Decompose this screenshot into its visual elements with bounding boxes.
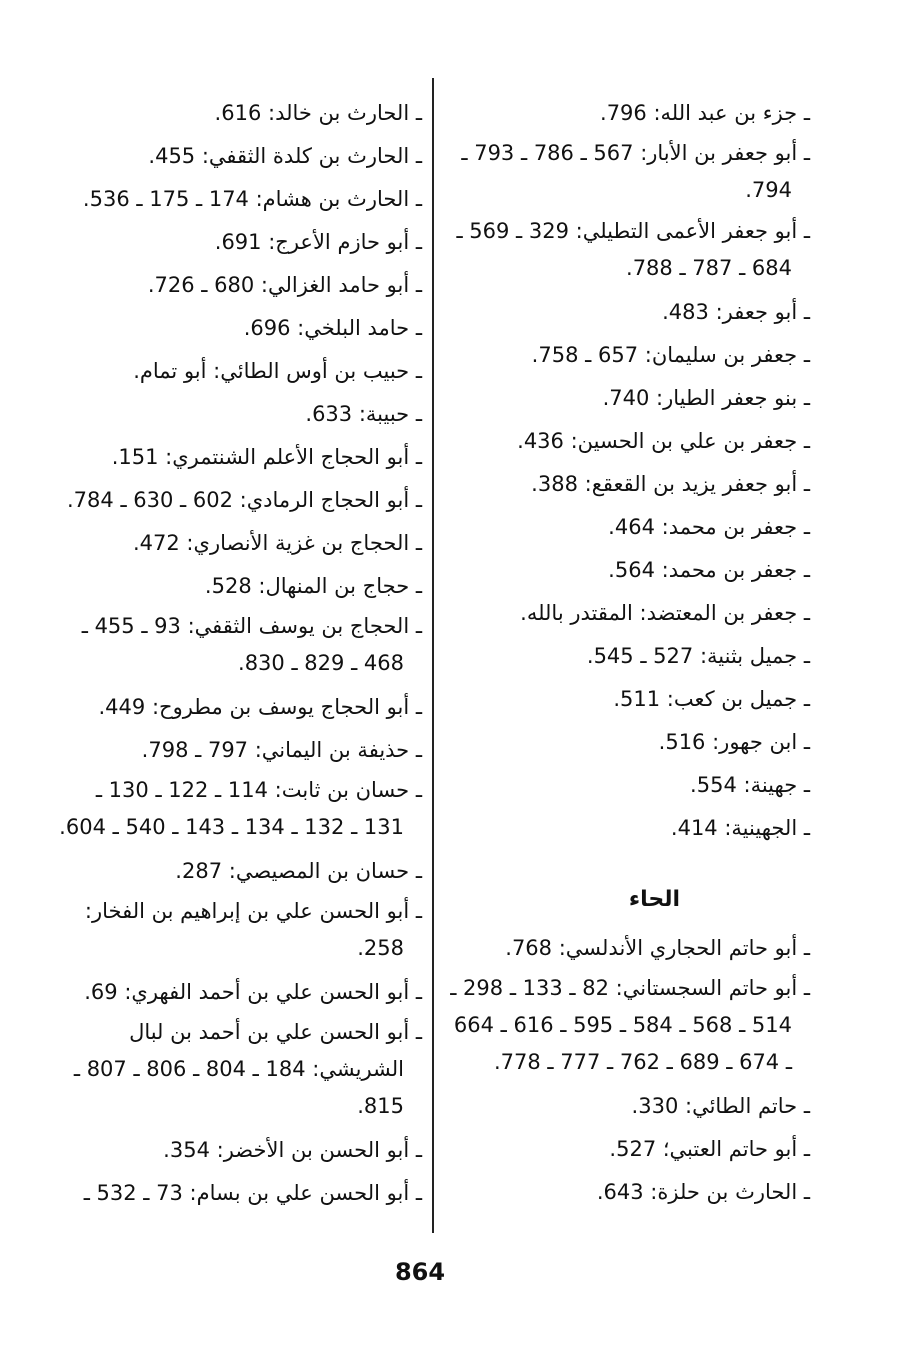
index-entry: ـ أبو جعفر يزيد بن القعقع: 388. (531, 472, 810, 496)
index-entry: ـ جعفر بن المعتضد: المقتدر بالله. (520, 601, 810, 625)
index-entry: ـ الحجاج بن غزية الأنصاري: 472. (132, 531, 422, 555)
index-entry: ـ الحارث بن كلدة الثقفي: 455. (148, 144, 422, 168)
index-entry: ـ أبو حاتم الحجاري الأندلسي: 768. (505, 936, 810, 960)
index-column-right (450, 92, 810, 1214)
index-entry: ـ الجهينية: 414. (670, 816, 810, 840)
index-entry: ـ جعفر بن علي بن الحسين: 436. (517, 429, 810, 453)
index-entry: ـ حاتم الطائي: 330. (631, 1094, 810, 1118)
page-number: 864 (394, 1258, 446, 1286)
index-entry: ـ ابن جهور: 516. (658, 730, 810, 754)
index-entry: ـ أبو جعفر: 483. (662, 300, 810, 324)
index-column-left (50, 92, 422, 1215)
index-entry: ـ أبو حاتم السجستاني: 82 ـ 133 ـ 298 ـ 514 ـ 568 ـ 584 ـ 595 ـ 616 ـ 664 ـ 674 ـ 689 ـ 762 ـ 777 ـ 778. (450, 976, 810, 1074)
index-entry: ـ جعفر بن سليمان: 657 ـ 758. (531, 343, 810, 367)
index-entry: ـ حسان بن ثابت: 114 ـ 122 ـ 130 ـ 131 ـ 132 ـ 134 ـ 143 ـ 540 ـ 604. (59, 778, 422, 839)
index-entry: ـ جعفر بن محمد: 564. (608, 558, 810, 582)
index-entry: ـ أبو الحسن علي بن أحمد الفهري: 69. (84, 980, 422, 1004)
index-entry: ـ أبو الحسن علي بن أحمد بن لبال الشريشي: 184 ـ 804 ـ 806 ـ 807 ـ 815. (73, 1020, 422, 1118)
index-entry: ـ أبو الحجاج يوسف بن مطروح: 449. (98, 695, 422, 719)
index-entry: ـ أبو حازم الأعرج: 691. (214, 230, 422, 254)
index-entry: ـ أبو حامد الغزالي: 680 ـ 726. (147, 273, 422, 297)
column-divider (432, 78, 434, 1233)
index-entry: ـ أبو الحسن علي بن إبراهيم بن الفخار: 258. (84, 899, 422, 960)
index-entry: ـ جهينة: 554. (690, 773, 810, 797)
index-entry: ـ أبو جعفر بن الأبار: 567 ـ 786 ـ 793 ـ 794. (461, 141, 810, 202)
index-entry: ـ الحارث بن هشام: 174 ـ 175 ـ 536. (82, 187, 422, 211)
index-entry: ـ أبو حاتم العتبي؛ 527. (609, 1137, 810, 1161)
index-entry: ـ جميل بن كعب: 511. (613, 687, 810, 711)
index-entry: ـ حبيبة: 633. (305, 402, 422, 426)
index-entry: ـ جميل بثنية: 527 ـ 545. (586, 644, 810, 668)
index-entry: ـ حسان بن المصيصي: 287. (175, 859, 422, 883)
index-entry: ـ جعفر بن محمد: 464. (608, 515, 810, 539)
index-entry: ـ أبو الحجاج الرمادي: 602 ـ 630 ـ 784. (66, 488, 422, 512)
index-entry: ـ الحارث بن حلزة: 643. (596, 1180, 810, 1204)
index-entry: ـ أبو جعفر الأعمى التطيلي: 329 ـ 569 ـ 684 ـ 787 ـ 788. (456, 219, 810, 280)
index-entry: ـ بنو جعفر الطيار: 740. (602, 386, 810, 410)
index-entry: ـ حبيب بن أوس الطائي: أبو تمام. (133, 359, 422, 383)
index-entry: ـ حذيفة بن اليماني: 797 ـ 798. (141, 738, 422, 762)
index-entry: ـ أبو الحجاج الأعلم الشنتمري: 151. (111, 445, 422, 469)
index-entry: ـ حامد البلخي: 696. (243, 316, 422, 340)
index-entry: ـ الحجاج بن يوسف الثقفي: 93 ـ 455 ـ 468 ـ 829 ـ 830. (81, 614, 422, 675)
index-entry: ـ أبو الحسن علي بن بسام: 73 ـ 532 ـ (83, 1181, 422, 1205)
index-entry: ـ أبو الحسن بن الأخضر: 354. (163, 1138, 422, 1162)
index-entry: ـ حجاج بن المنهال: 528. (204, 574, 422, 598)
index-entry: ـ جزء بن عبد الله: 796. (600, 101, 810, 125)
index-entry: ـ الحارث بن خالد: 616. (214, 101, 422, 125)
section-heading: الحاء (628, 887, 680, 912)
